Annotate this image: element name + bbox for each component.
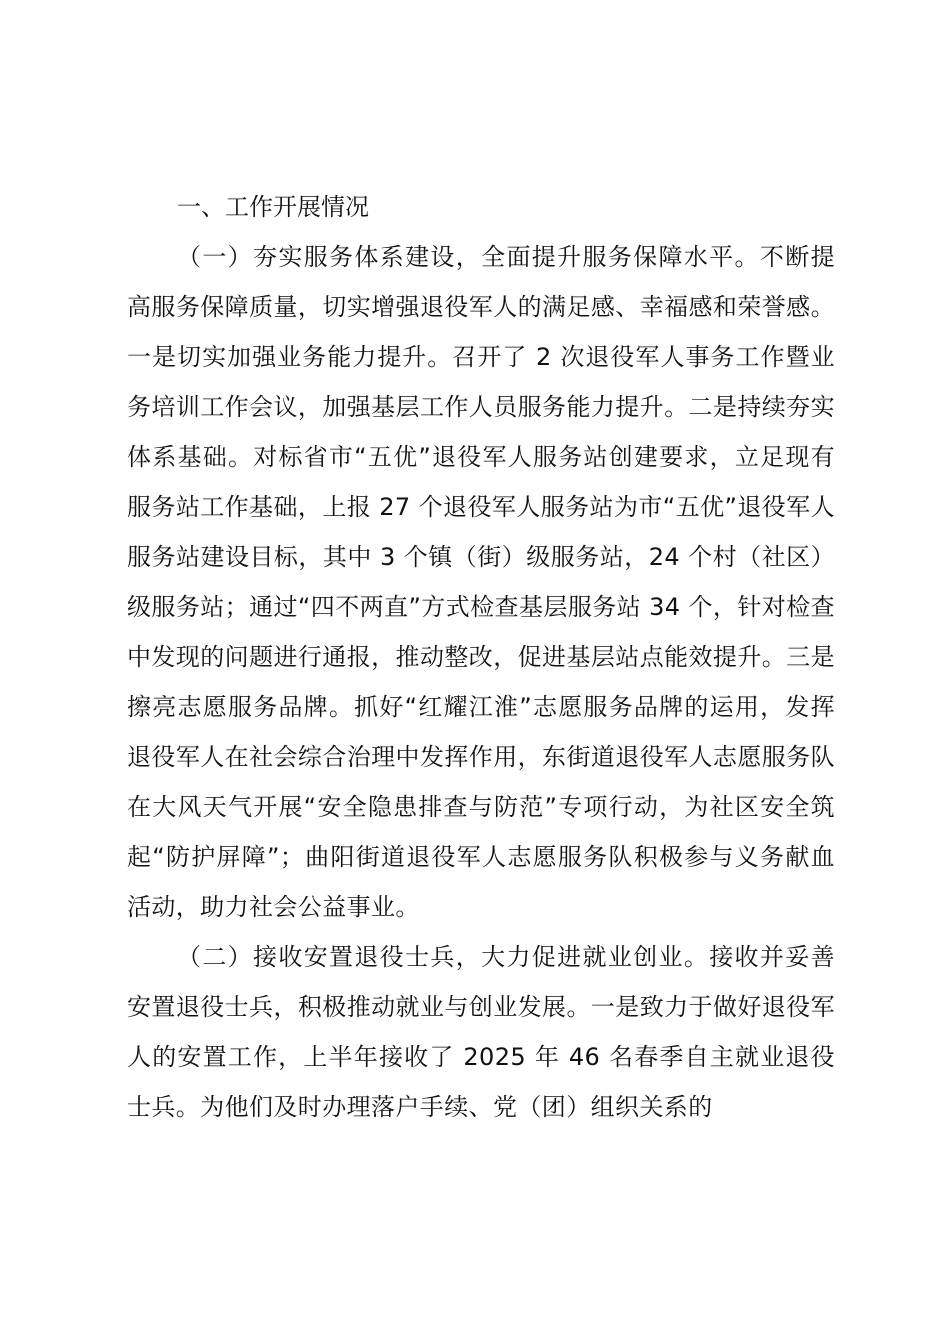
document-body: [127, 182, 835, 1132]
paragraph-service-system: （一）夯实服务体系建设，全面提升服务保障水平。不断提高服务保障质量，切实增强退役军人的满足感、幸福感和荣誉感。一是切实加强业务能力提升。召开了 2 次退役军人事务工作暨业务培训工作会议，加强基层工作人员服务能力提升。二是持续夯实体系基础。对标省市“五优”退役军人服务站创建要求，立足现有服务站工作基础，上报 27 个退役军人服务站为市“五优”退役军人服务站建设目标，其中 3 个镇（街）级服务站，24 个村（社区）级服务站；通过“四不两直”方式检查基层服务站 34 个，针对检查中发现的问题进行通报，推动整改，促进基层站点能效提升。三是擦亮志愿服务品牌。抓好“红耀江淮”志愿服务品牌的运用，发挥退役军人在社会综合治理中发挥作用，东街道退役军人志愿服务队在大风天气开展“安全隐患排查与防范”专项行动，为社区安全筑起“防护屏障”；曲阳街道退役军人志愿服务队积极参与义务献血活动，助力社会公益事业。: [127, 243, 835, 921]
section-heading: 一、工作开展情况: [177, 193, 369, 221]
paragraph-resettlement: （二）接收安置退役士兵，大力促进就业创业。接收并妥善安置退役士兵，积极推动就业与创业发展。一是致力于做好退役军人的安置工作，上半年接收了 2025 年 46 名春季自主就业退役士兵。为他们及时办理落户手续、党（团）组织关系的: [127, 943, 835, 1121]
